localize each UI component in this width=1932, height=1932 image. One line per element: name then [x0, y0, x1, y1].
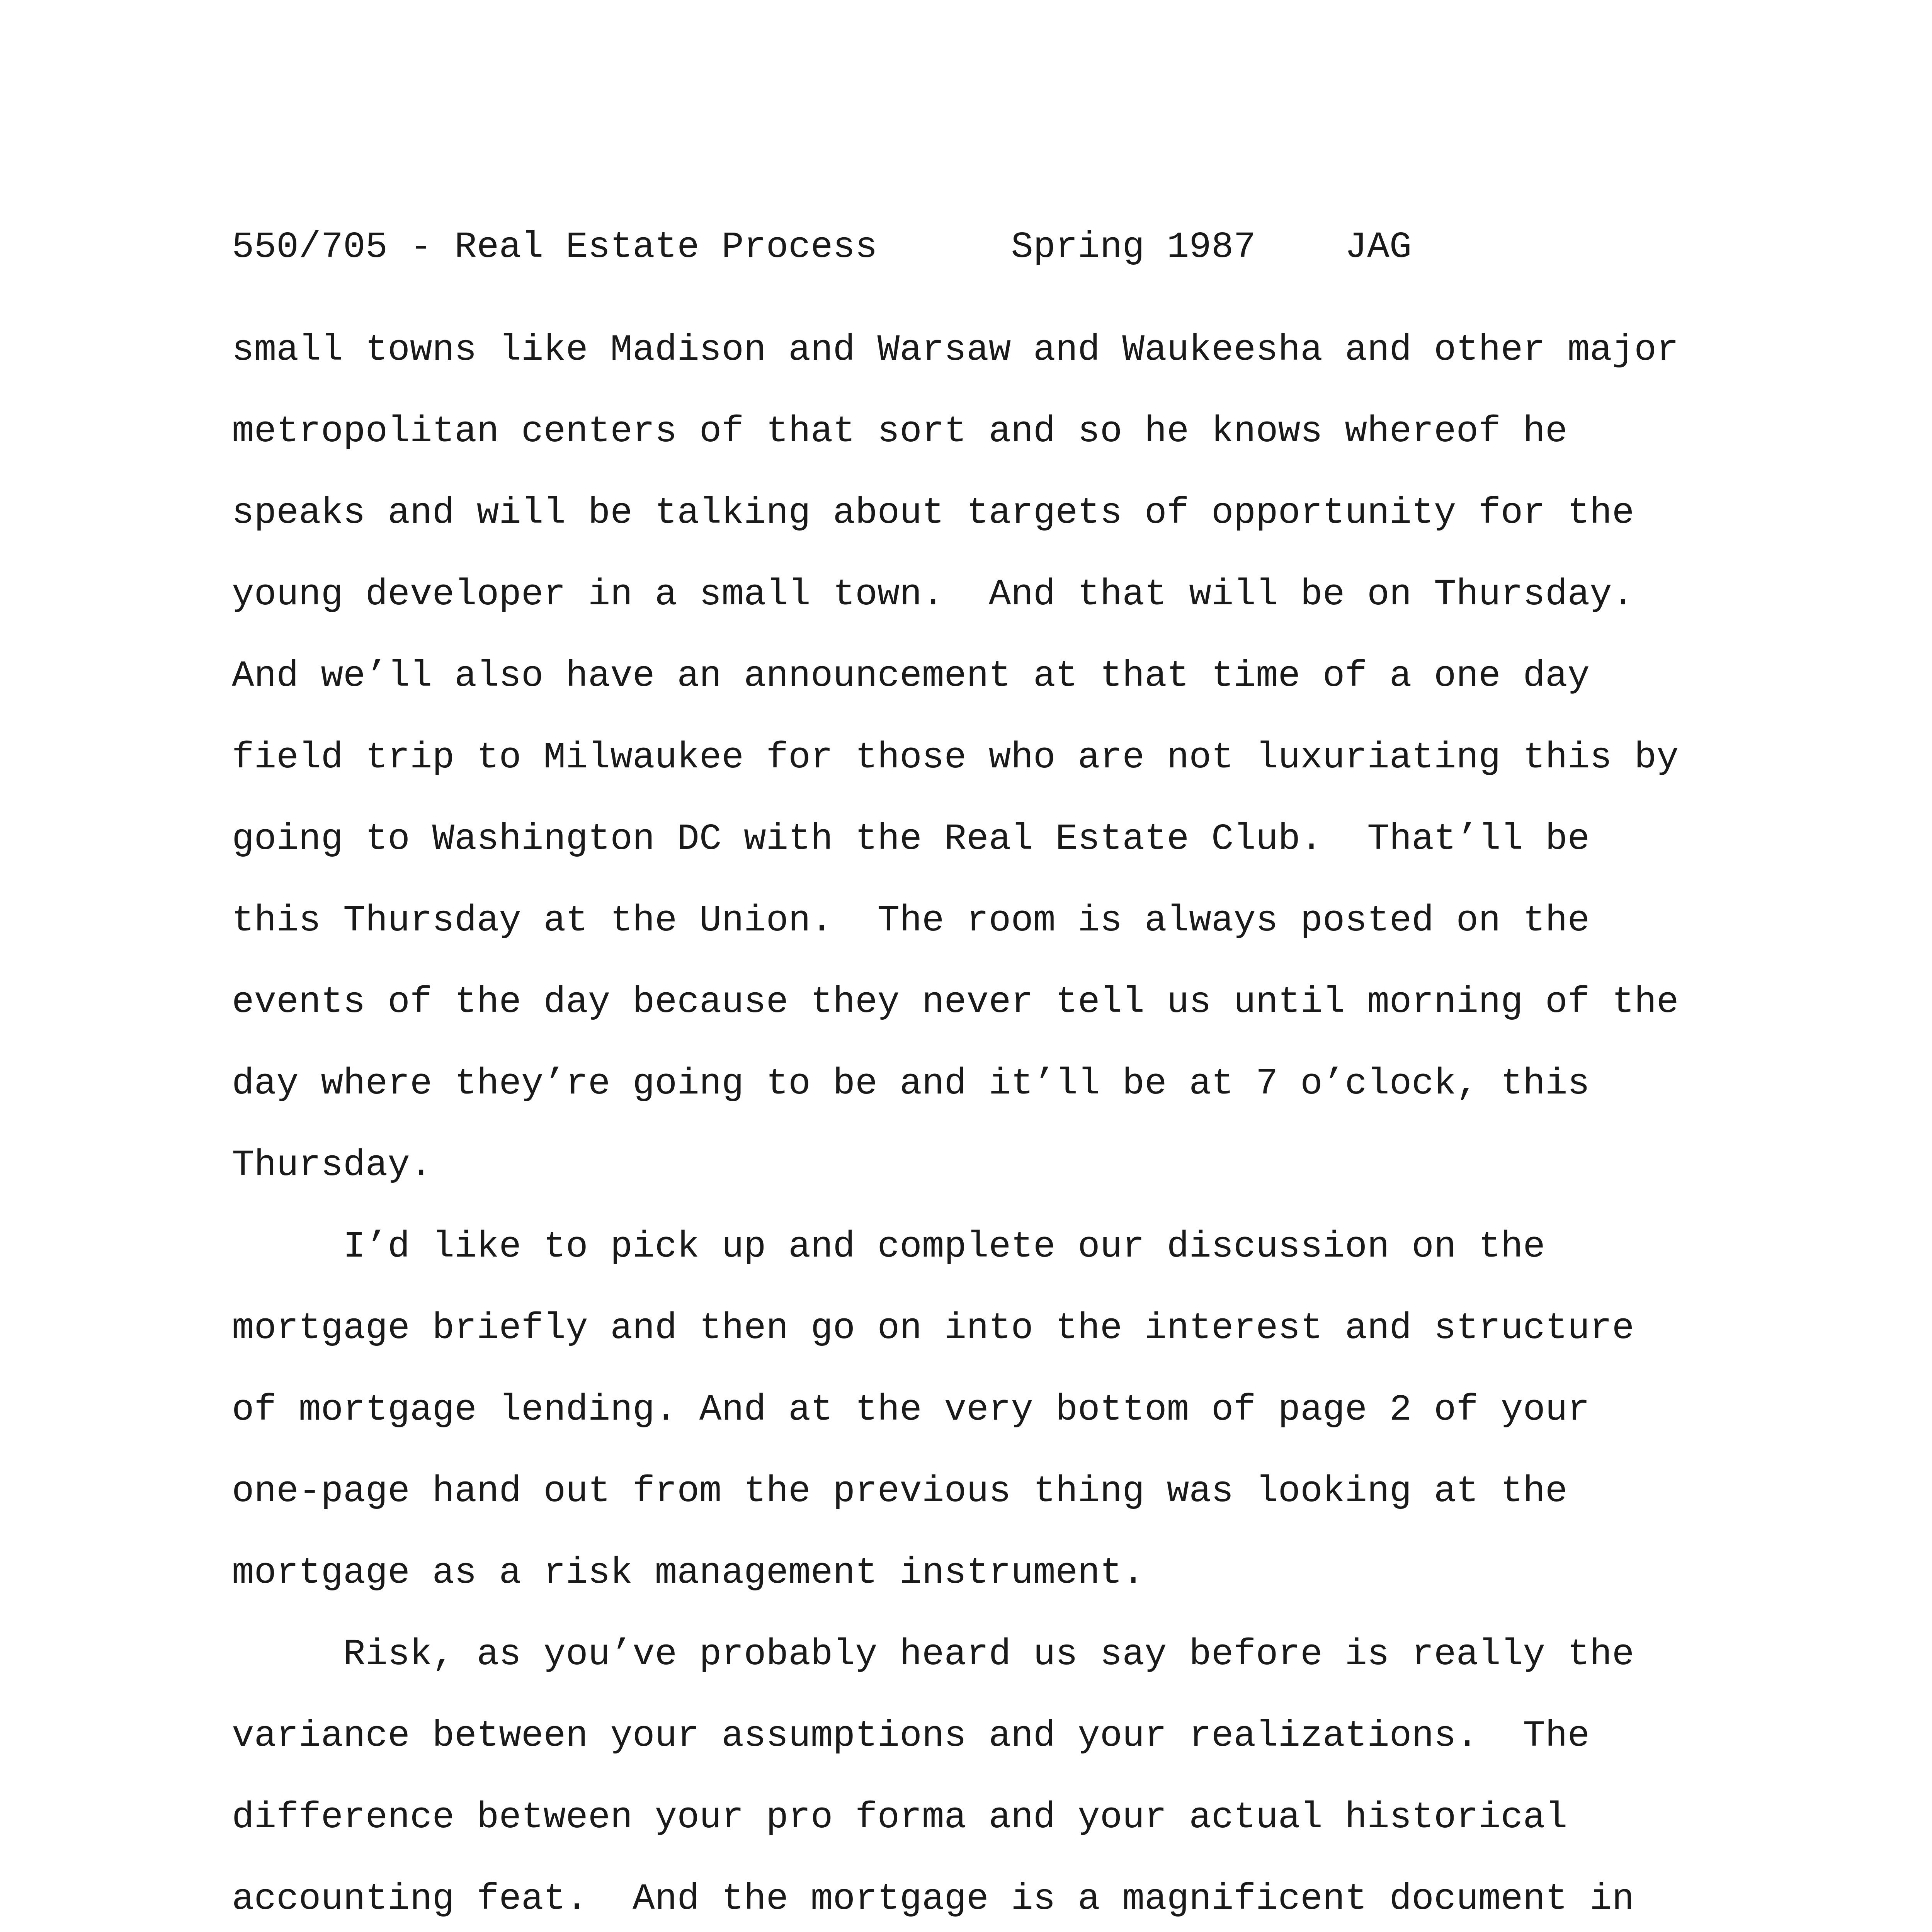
text-line-8: this Thursday at the Union. The room is always posted on the	[232, 900, 1590, 942]
text-line-3: speaks and will be talking about targets of opportunity for the	[232, 492, 1634, 534]
text-line-16: mortgage as a risk management instrument.	[232, 1552, 1145, 1594]
text-line-6: field trip to Milwaukee for those who are not luxuriating this by	[232, 736, 1679, 779]
text-line-20: accounting feat. And the mortgage is a magnificent document in	[232, 1878, 1634, 1920]
text-line-12: I’d like to pick up and complete our discussion on the	[232, 1226, 1545, 1268]
text-line-14: of mortgage lending. And at the very bottom of page 2 of your	[232, 1389, 1590, 1431]
page-header: 550/705 - Real Estate Process Spring 1987 JAG	[232, 226, 1412, 268]
text-line-17: Risk, as you’ve probably heard us say before is really the	[232, 1633, 1634, 1675]
text-line-7: going to Washington DC with the Real Estate Club. That’ll be	[232, 818, 1590, 860]
text-line-9: events of the day because they never tell us until morning of the	[232, 981, 1679, 1023]
text-line-15: one-page hand out from the previous thing was looking at the	[232, 1470, 1568, 1512]
text-line-13: mortgage briefly and then go on into the interest and structure	[232, 1307, 1634, 1349]
text-line-10: day where they’re going to be and it’ll be at 7 o’clock, this	[232, 1063, 1590, 1105]
text-line-5: And we’ll also have an announcement at that time of a one day	[232, 655, 1590, 697]
text-line-19: difference between your pro forma and your actual historical	[232, 1796, 1568, 1838]
text-line-1: small towns like Madison and Warsaw and Waukeesha and other major	[232, 329, 1679, 371]
text-line-2: metropolitan centers of that sort and so he knows whereof he	[232, 410, 1568, 452]
transcript-body	[232, 309, 1777, 1932]
text-line-4: young developer in a small town. And that will be on Thursday.	[232, 573, 1634, 616]
text-line-11: Thursday.	[232, 1144, 432, 1186]
text-line-18: variance between your assumptions and your realizations. The	[232, 1715, 1590, 1757]
